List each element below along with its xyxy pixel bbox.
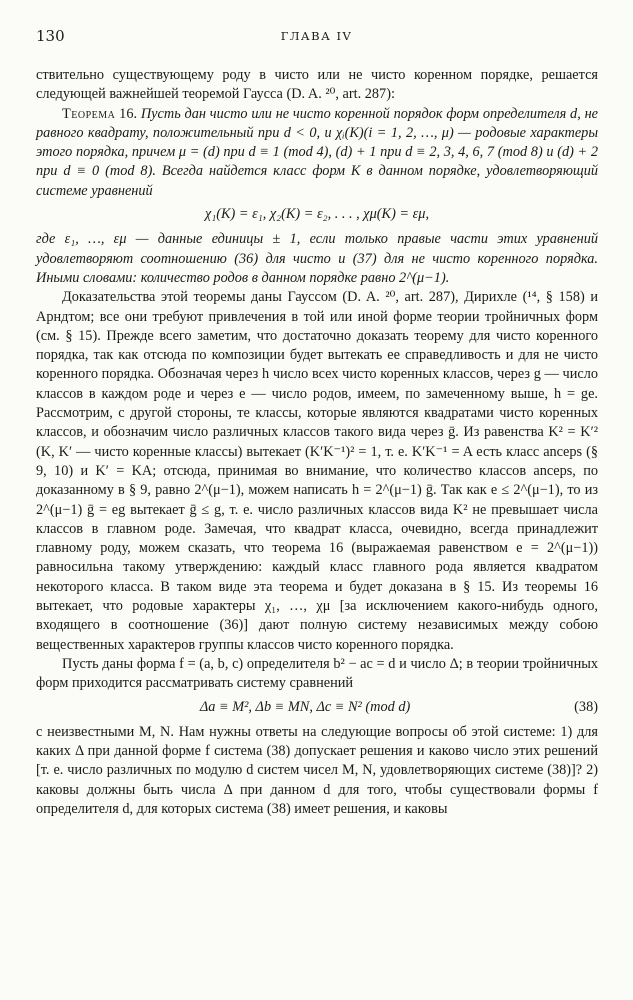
theorem-tail: где ε₁, …, εμ — данные единицы ± 1, если только правые части этих уравнений удовлетворяют соотношению (36) для чисто и (37) для не чисто коренного порядка. Иными словами: количество родов в данном порядке равно 2^(μ−1).	[36, 231, 598, 286]
page-number: 130	[36, 27, 65, 45]
page-body	[36, 66, 598, 819]
paragraph-continuation: ствительно существующему роду в чисто или не чисто коренном порядке, решается следующей важнейшей теоремой Гаусса (D. A. ²⁰, art. 287):	[36, 67, 598, 103]
paragraph-ternary: Пусть даны форма f = (a, b, c) определителя b² − ac = d и число Δ; в теории тройничных форм приходится рассматривать систему сравнений	[36, 655, 598, 692]
equation-38-body: Δa ≡ M², Δb ≡ MN, Δc ≡ N² (mod d)	[199, 698, 411, 715]
equation-38	[36, 698, 598, 717]
page-header	[36, 27, 597, 49]
equation-38-number: (38)	[574, 698, 598, 715]
theorem-16	[36, 105, 598, 201]
chapter-title: ГЛАВА IV	[280, 29, 353, 43]
equation-characters: χ₁(K) = ε₁, χ₂(K) = ε₂, . . . , χμ(K) = εμ,	[204, 206, 430, 223]
theorem-number: 16.	[119, 105, 138, 122]
paragraph-questions: с неизвестными M, N. Нам нужны ответы на следующие вопросы об этой системе: 1) для каких Δ при данной форме f система (38) допускает решения и каково число этих решений [т. е. число различных по модулю d систем чисел M, N, удовлетворяющих системе (38)]? 2) каковы должны быть числа Δ при данном d для того, чтобы существовали формы f определителя d, для которых система (38) имеет решения, и каковы	[36, 723, 598, 817]
paragraph-proofs: Доказательства этой теоремы даны Гауссом (D. A. ²⁰, art. 287), Дирихле (¹⁴, § 158) и Арндтом; все они требуют привлечения в той или иной форме теории тройничных форм (см. § 15). Прежде всего заметим, что достаточно доказать теорему для чисто коренного порядка, так как отсюда по композиции будет вытекать ее справедливость и для не чисто коренного порядка. Обозначая через h число всех чисто коренных классов, через g — число классов в каждом роде и через e — число родов, имеем, по замеченному выше, h = ge. Рассмотрим, с другой стороны, те классы, которые являются квадратами чисто коренных классов, и обозначим число различных классов такого вида через ḡ. Из равенства K² = K′² (K, K′ — чисто коренные классы) вытекает (K′K⁻¹)² = 1, т. е. K′K⁻¹ = A есть класс anceps (§ 9, 10) и K′ = KA; отсюда, принимая во внимание, что количество классов anceps, по доказанному в § 9, равно 2^(μ−1), можем написать h = 2^(μ−1) ḡ. Так как e ≤ 2^(μ−1), то из 2^(μ−1) ḡ = eg вытекает ḡ ≤ g, т. е. число различных классов вида K² не превышает числа классов в главном роде. Замечая, что квадрат класса, очевидно, всегда принадлежит главному роду, можем сказать, что теорема 16 (выражаемая равенством e = 2^(μ−1)) равносильна такому утверждению: каждый класс главного рода является квадратом некоторого класса. В таком виде эта теорема и будет доказана в § 15. Из теоремы 16 вытекает, что родовые характеры χ₁, …, χμ [за исключением какого-нибудь одного, входящего в соотношение (36)] дают полную систему независимых между собою вещественных характеров группы классов чисто коренного порядка.	[36, 289, 598, 653]
theorem-label: Теорема	[62, 105, 116, 122]
theorem-statement: Пусть дан чисто или не чисто коренной порядок форм определителя d, не равного квадрату, положительный при d < 0, и χᵢ(K)(i = 1, 2, …, μ) — родовые характеры этого порядка, причем μ = (d) при d ≡ 1 (mod 4), (d) + 1 при d ≡ 2, 3, 4, 6, 7 (mod 8) и (d) + 2 при d ≡ 0 (mod 8). Всегда найдется класс форм K в данном порядке, удовлетворяющий системе уравнений	[36, 105, 599, 199]
